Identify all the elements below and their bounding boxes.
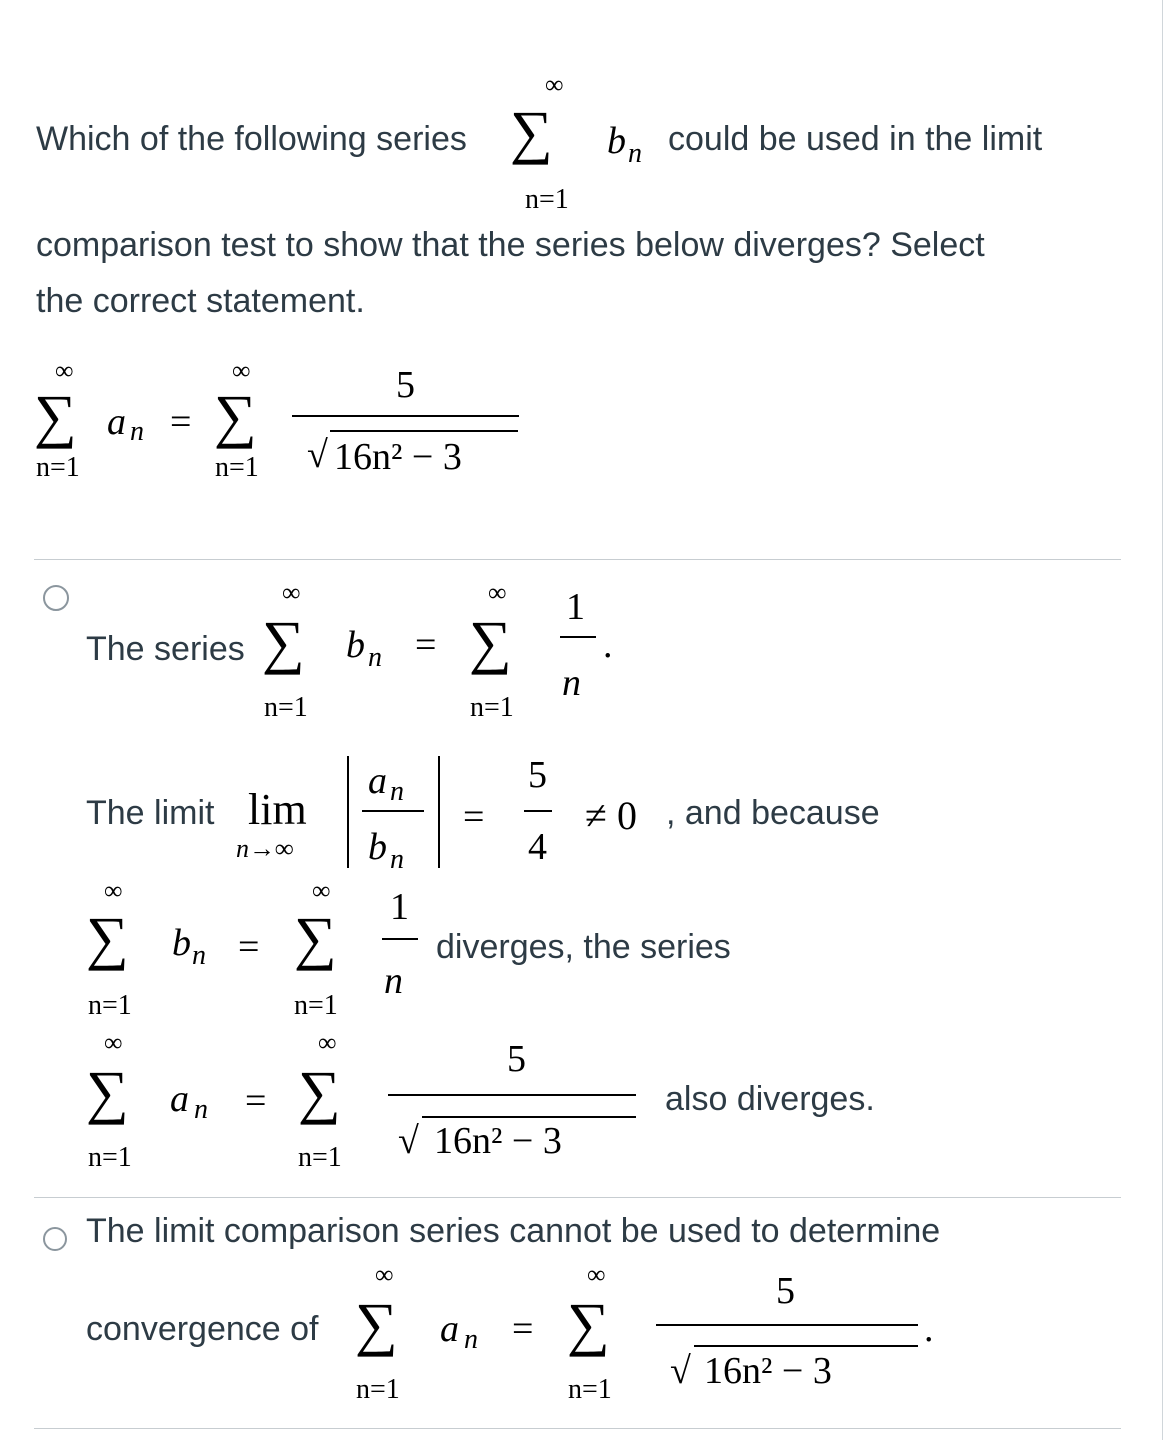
sigma: ∑ — [567, 1291, 610, 1357]
sum-upper: ∞ — [545, 70, 564, 99]
b-sub: n — [628, 138, 642, 169]
sqrt-bar — [330, 430, 518, 432]
b-var: b — [607, 120, 626, 162]
radio-option-b[interactable] — [43, 1227, 67, 1251]
sigma: ∑ — [262, 609, 305, 675]
sigma: ∑ — [469, 609, 512, 675]
fraction-bar — [292, 415, 519, 417]
question-line1-before: Which of the following series — [36, 120, 467, 158]
question-line1-after: could be used in the limit — [668, 120, 1043, 158]
question-line2: comparison test to show that the series below diverges? Select — [36, 226, 985, 264]
sigma: ∑ — [298, 1059, 341, 1125]
page-edge — [1162, 0, 1163, 1440]
sigma: ∑ — [34, 383, 77, 449]
sum-lower: n=1 — [525, 184, 569, 215]
sigma: ∑ — [510, 99, 553, 165]
question-line3: the correct statement. — [36, 282, 365, 320]
sigma: ∑ — [86, 1059, 129, 1125]
divider — [34, 559, 1121, 560]
sigma: ∑ — [86, 905, 129, 971]
sigma: ∑ — [355, 1291, 398, 1357]
sigma: ∑ — [214, 383, 257, 449]
divider — [34, 1428, 1121, 1429]
divider — [34, 1197, 1121, 1198]
sigma: ∑ — [294, 905, 337, 971]
radio-option-a[interactable] — [43, 585, 69, 611]
